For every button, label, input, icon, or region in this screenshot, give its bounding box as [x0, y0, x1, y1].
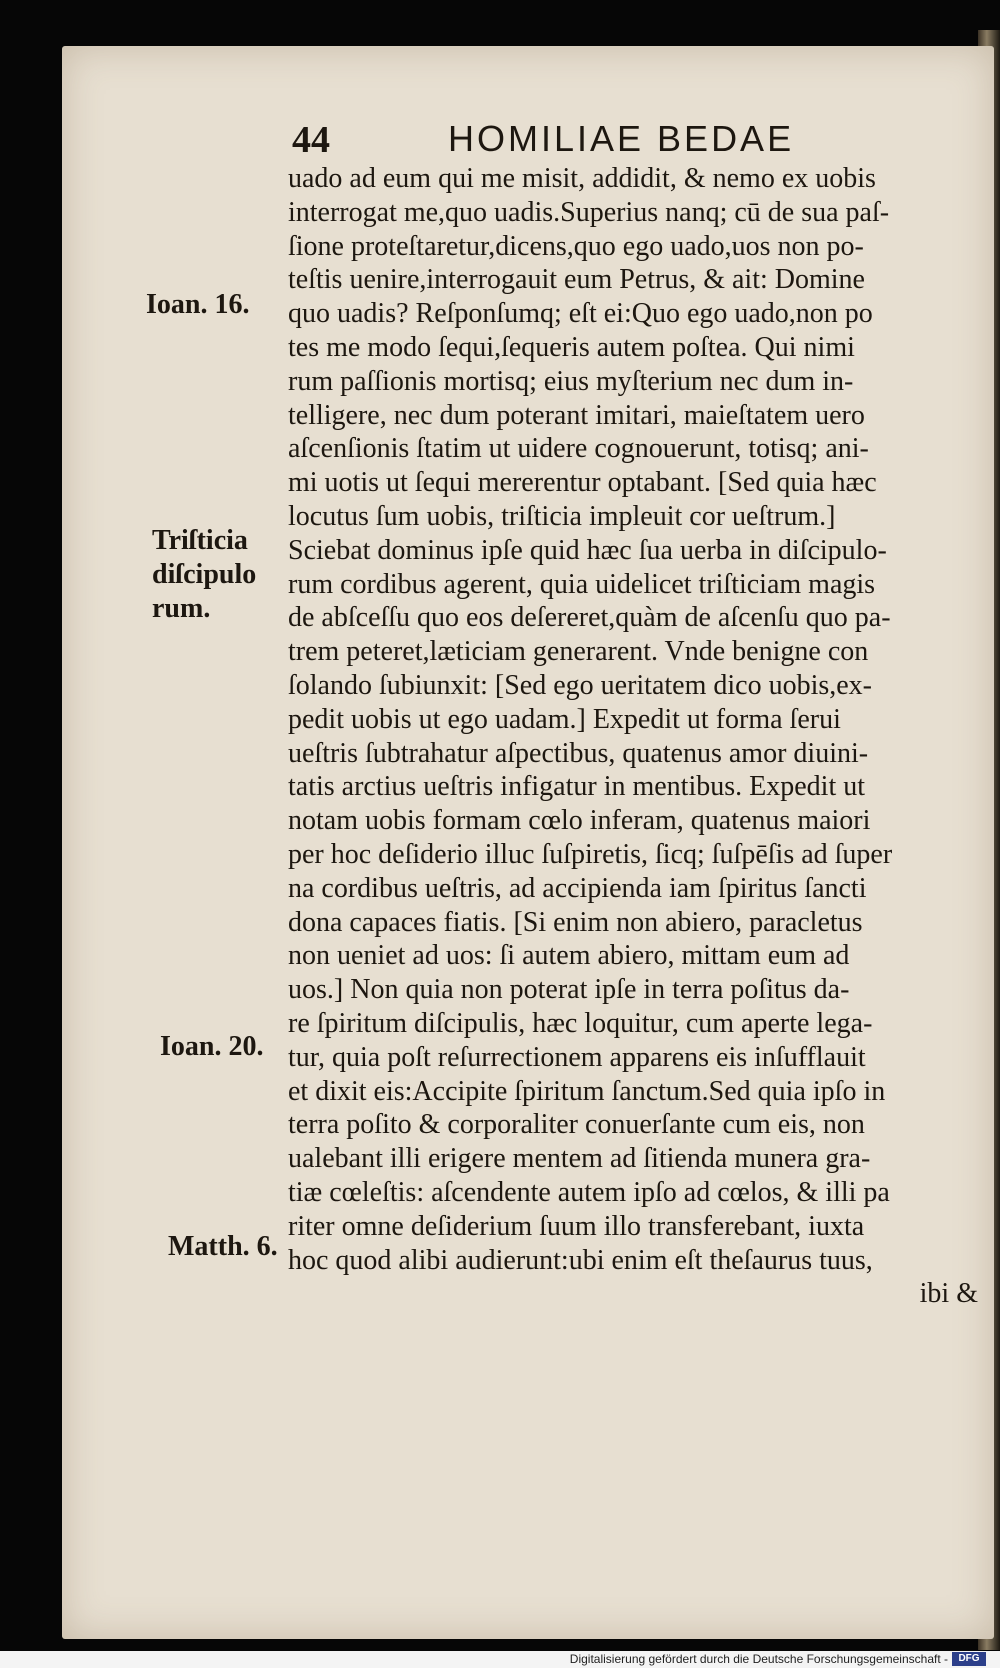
text-line: ueſtris ſubtrahatur aſpectibus, quatenus amor diuini- — [288, 737, 869, 769]
text-line: et dixit eis:Accipite ſpiritum ſanctum.Sed quia ipſo in — [288, 1075, 886, 1107]
text-line: re ſpiritum diſcipulis, hæc loquitur, cum aperte lega- — [288, 1007, 873, 1039]
text-line: mi uotis ut ſequi mererentur optabant. [Sed quia hæc — [288, 467, 877, 499]
text-line: notam uobis formam cœlo inferam, quatenus maiori — [288, 805, 871, 837]
text-line: non ueniet ad uos: ſi autem abiero, mittam eum ad — [288, 940, 850, 972]
marginal-note-tristicia: Triſticia — [152, 525, 248, 556]
text-line: riter omne deſiderium ſuum illo transferebant, iuxta — [288, 1210, 865, 1242]
text-line: uado ad eum qui me misit, addidit, & nemo ex uobis — [288, 163, 876, 194]
marginal-note-ioan-20: Ioan. 20. — [160, 1031, 264, 1062]
page-header — [292, 118, 912, 164]
catchword: ibi & — [919, 1278, 978, 1310]
text-line: quo uadis? Reſponſumq; eſt ei:Quo ego uado,non po — [288, 298, 873, 330]
text-line: per hoc deſiderio illuc ſuſpiretis, ſicq; ſuſpēſis ad ſuper — [288, 838, 893, 870]
marginal-note-rum: rum. — [152, 593, 211, 624]
footer-credit: Digitalisierung gefördert durch die Deutsche Forschungsgemeinschaft - — [569, 1652, 948, 1666]
text-line: hoc quod alibi audierunt:ubi enim eſt theſaurus tuus, — [288, 1244, 873, 1276]
text-line: interrogat me,quo uadis.Superius nanq; cū de sua paſ- — [288, 196, 890, 228]
body-text — [288, 162, 988, 1311]
text-line: ſolando ſubiunxit: [Sed ego ueritatem dico uobis,ex- — [288, 669, 872, 701]
text-line: dona capaces fiatis. [Si enim non abiero, paracletus — [288, 906, 863, 938]
text-line: terra poſito & corporaliter conuerſante cum eis, non — [288, 1109, 865, 1141]
text-line: na cordibus ueſtris, ad accipienda iam ſpiritus ſancti — [288, 872, 867, 904]
text-line: tatis arctius ueſtris infigatur in mentibus. Expedit ut — [288, 771, 866, 803]
marginal-note-discipulo: diſcipulo — [152, 559, 257, 590]
text-line: tiæ cœleſtis: aſcendente autem ipſo ad cœlos, & illi pa — [288, 1176, 890, 1208]
text-line: teſtis uenire,interrogauit eum Petrus, & ait: Domine — [288, 264, 865, 296]
marginal-note-ioan-16: Ioan. 16. — [146, 289, 250, 320]
text-line: tes me modo ſequi,ſequeris autem poſtea. Qui nimi — [288, 331, 855, 363]
text-line: pedit uobis ut ego uadam.] Expedit ut forma ſerui — [288, 703, 841, 735]
text-line: uos.] Non quia non poterat ipſe in terra poſitus da- — [288, 974, 850, 1006]
text-line: rum paſſionis mortisq; eius myſterium nec dum in- — [288, 365, 854, 397]
text-line: rum cordibus agerent, quia uidelicet triſticiam magis — [288, 568, 876, 600]
page-number: 44 — [292, 119, 330, 161]
text-line: telligere, nec dum poterant imitari, maieſtatem uero — [288, 399, 865, 431]
text-line: ſione proteſtaretur,dicens,quo ego uado,uos non po- — [288, 230, 864, 262]
text-line: trem peteret,læticiam generarent. Vnde benigne con — [288, 636, 869, 668]
running-head: HOMILIAE BEDAE — [448, 118, 795, 159]
marginal-note-matth-6: Matth. 6. — [168, 1231, 278, 1262]
text-line: tur, quia poſt reſurrectionem apparens eis inſufflauit — [288, 1041, 866, 1073]
text-line: ualebant illi erigere mentem ad ſitienda munera gra- — [288, 1143, 871, 1175]
text-line: Sciebat dominus ipſe quid hæc ſua uerba in diſcipulo- — [288, 534, 887, 566]
dfg-logo: DFG — [952, 1652, 986, 1666]
text-line: aſcenſionis ſtatim ut uidere cognouerunt, totisq; ani- — [288, 433, 869, 465]
text-line: de abſceſſu quo eos deſereret,quàm de aſcenſu quo pa- — [288, 602, 891, 634]
text-line: locutus ſum uobis, triſticia impleuit cor ueſtrum.] — [288, 500, 836, 532]
